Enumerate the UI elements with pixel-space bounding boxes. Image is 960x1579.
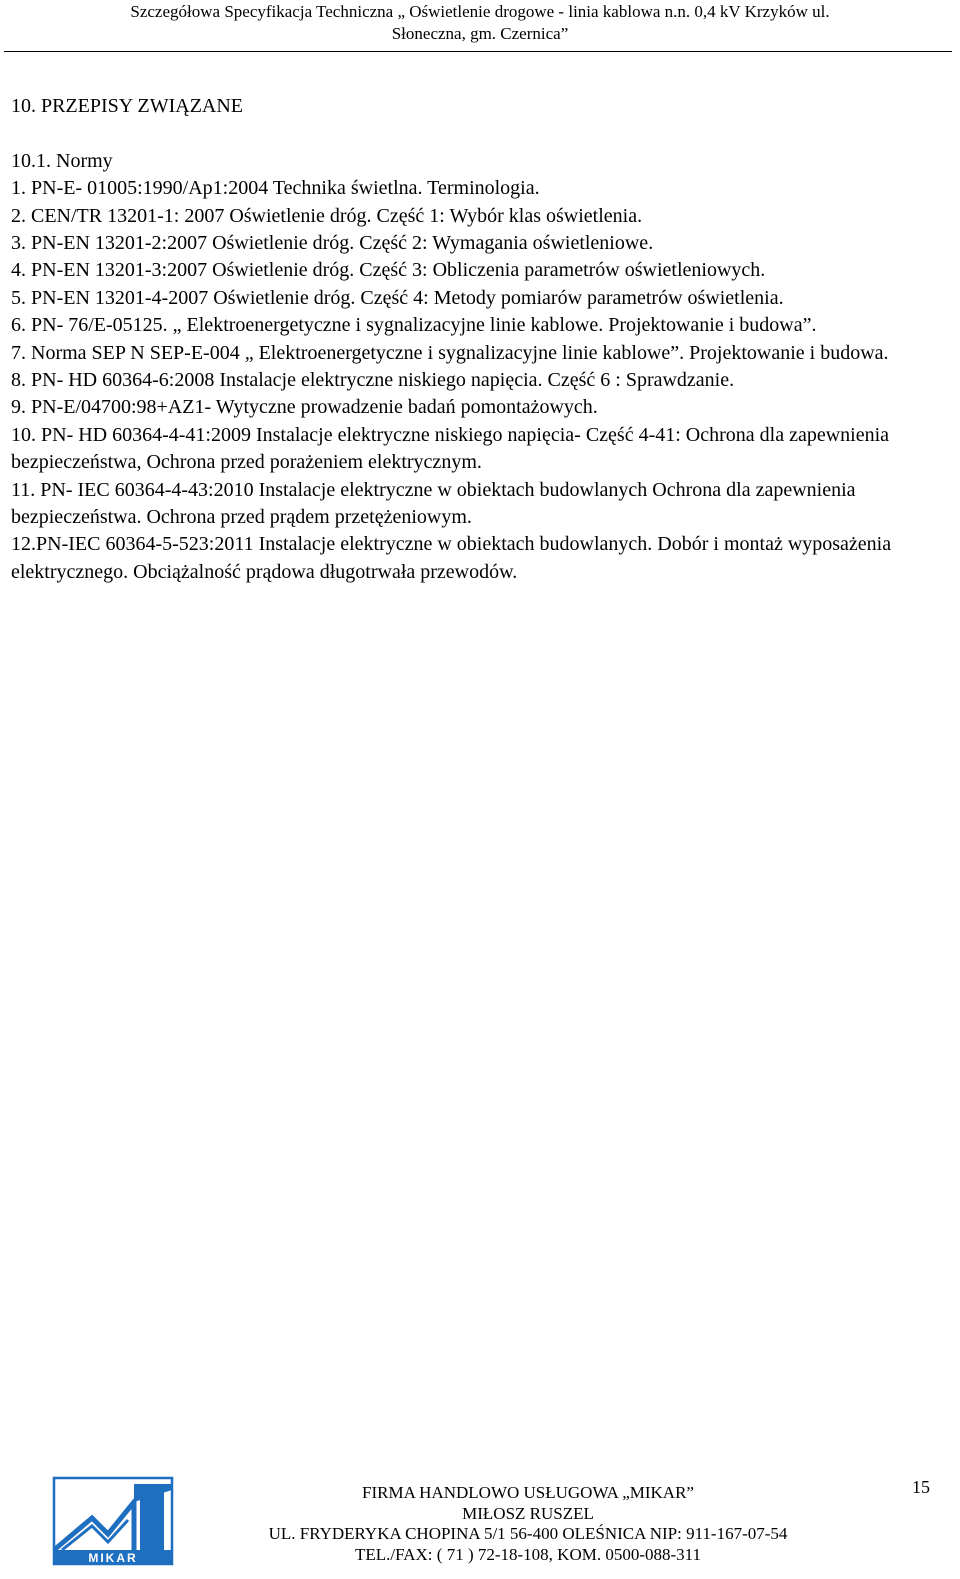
- section-title: 10. PRZEPISY ZWIĄZANE: [11, 95, 244, 117]
- page-number: 15: [912, 1477, 930, 1497]
- list-item: 5. PN-EN 13201-4-2007 Oświetlenie dróg. Część 4: Metody pomiarów parametrów oświetlenia.: [11, 286, 784, 309]
- list-item: 4. PN-EN 13201-3:2007 Oświetlenie dróg. Część 3: Obliczenia parametrów oświetleniowych.: [11, 259, 766, 282]
- list-item: 8. PN- HD 60364-6:2008 Instalacje elektryczne niskiego napięcia. Część 6 : Sprawdzanie.: [11, 369, 735, 392]
- list-item: 12.PN-IEC 60364-5-523:2011 Instalacje elektryczne w obiektach budowlanych. Dobór i montaż wyposażenia elektrycznego. Obciążalność prądowa długotrwała przewodów.: [11, 533, 892, 583]
- header-divider: [4, 51, 952, 52]
- list-item: 2. CEN/TR 13201-1: 2007 Oświetlenie dróg. Część 1: Wybór klas oświetlenia.: [11, 204, 643, 227]
- list-item: 10. PN- HD 60364-4-41:2009 Instalacje elektryczne niskiego napięcia- Część 4-41: Ochrona dla zapewnienia bezpieczeństwa, Ochrona przed porażeniem elektrycznym.: [11, 423, 890, 474]
- list-item: 6. PN- 76/E-05125. „ Elektroenergetyczne i sygnalizacyjne linie kablowe. Projektowanie i budowa”.: [11, 314, 817, 337]
- logo-wordmark: MIKAR: [88, 1551, 138, 1565]
- list-item: 1. PN-E- 01005:1990/Ap1:2004 Technika świetlna. Terminologia.: [11, 177, 540, 200]
- page-header: [0, 0, 960, 45]
- list-item: 9. PN-E/04700:98+AZ1- Wytyczne prowadzenie badań pomontażowych.: [11, 396, 598, 419]
- header-line-2: Słoneczna, gm. Czernica”: [391, 24, 569, 43]
- list-item: 3. PN-EN 13201-2:2007 Oświetlenie dróg. Część 2: Wymagania oświetleniowe.: [11, 232, 654, 255]
- subsection-title: 10.1. Normy: [11, 149, 113, 172]
- norms-list: [11, 175, 941, 586]
- header-line-1: Szczegółowa Specyfikacja Techniczna „ Oświetlenie drogowe - linia kablowa n.n. 0,4 kV Krzyków ul.: [130, 2, 830, 21]
- mikar-logo: [52, 1476, 174, 1566]
- footer-company: FIRMA HANDLOWO USŁUGOWA „MIKAR”: [362, 1483, 694, 1502]
- footer-address: UL. FRYDERYKA CHOPINA 5/1 56-400 OLEŚNICA NIP: 911-167-07-54: [268, 1524, 788, 1544]
- footer-phone: TEL./FAX: ( 71 ) 72-18-108, KOM. 0500-088-311: [354, 1544, 702, 1564]
- footer-owner: MIŁOSZ RUSZEL: [462, 1503, 594, 1523]
- page-footer: [200, 1483, 856, 1565]
- list-item: 7. Norma SEP N SEP-E-004 „ Elektroenergetyczne i sygnalizacyjne linie kablowe”. Projektowanie i budowa.: [11, 341, 889, 364]
- document-body: [11, 93, 941, 586]
- list-item: 11. PN- IEC 60364-4-43:2010 Instalacje elektryczne w obiektach budowlanych Ochrona dla zapewnienia bezpieczeństwa. Ochrona przed prądem przetężeniowym.: [11, 478, 856, 529]
